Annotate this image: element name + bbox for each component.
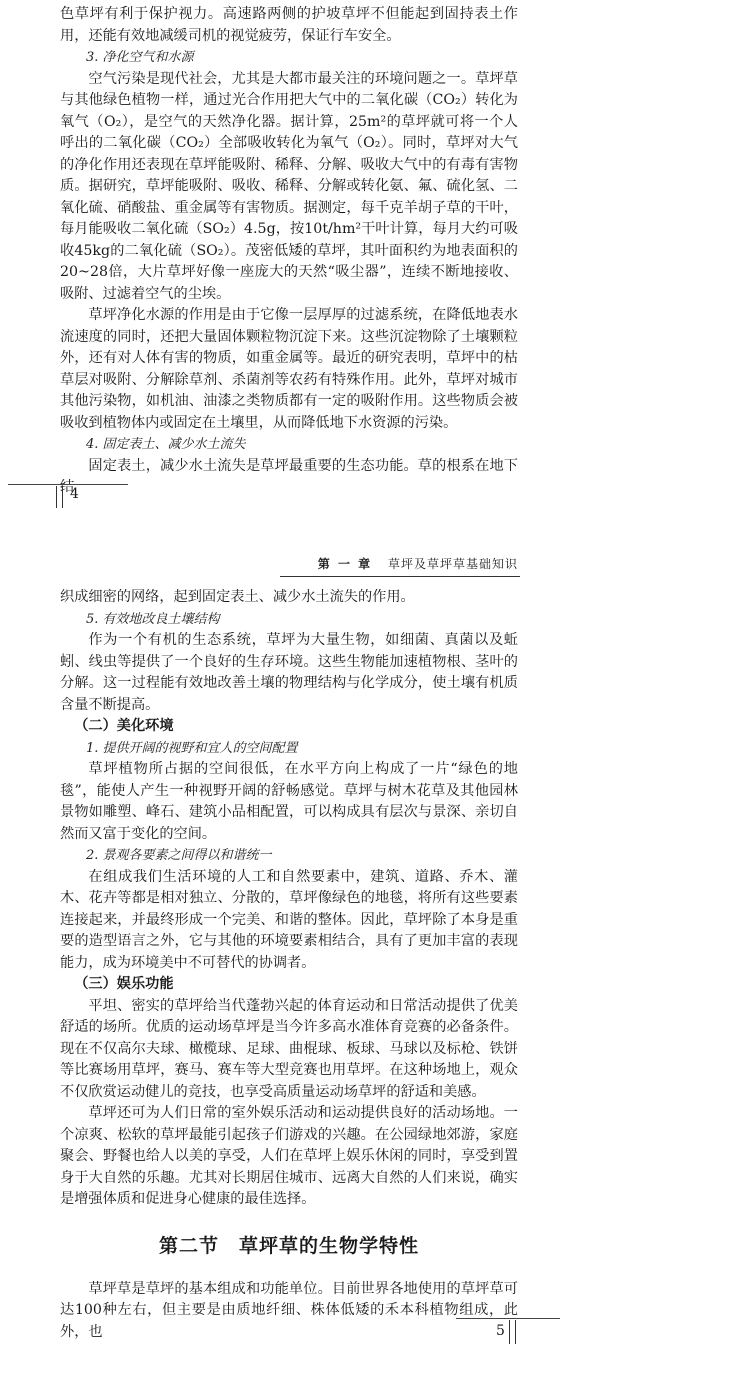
- paragraph: 草坪草是草坪的基本组成和功能单位。目前世界各地使用的草坪草可达100种左右，但主要是由质地纤细、株体低矮的禾本科植物组成，此外，也: [60, 1280, 518, 1340]
- subheading: 2. 景观各要素之间得以和谐统一: [86, 848, 272, 863]
- footer-rule: [456, 1318, 560, 1319]
- page-5: [0, 535, 750, 1380]
- footer-rule: [8, 484, 128, 485]
- page-5-body: [60, 587, 518, 1343]
- subheading: 3. 净化空气和水源: [86, 50, 194, 65]
- footer-bars: [509, 1320, 516, 1344]
- paragraph: 作为一个有机的生态系统，草坪为大量生物，如细菌、真菌以及蚯蚓、线虫等提供了一个良好的生存环境。这些生物能加速植物根、茎叶的分解。这一过程能有效地改善土壤的物理结构与化学成分，使土壤有机质含量不断提高。: [60, 632, 518, 713]
- paragraph: 在组成我们生活环境的人工和自然要素中，建筑、道路、乔木、灌木、花卉等都是相对独立、分散的，草坪像绿色的地毯，将所有这些要素连接起来，并最终形成一个完美、和谐的整体。因此，草坪除了本身是重要的造型语言之外，它与其他的环境要素相结合，具有了更加丰富的表现能力，成为环境美中不可替代的协调者。: [60, 868, 518, 971]
- paragraph: 织成细密的网络，起到固定表土、减少水土流失的作用。: [60, 589, 415, 605]
- page-footer: [456, 1318, 560, 1348]
- paragraph: 草坪还可为人们日常的室外娱乐活动和运动提供良好的活动场地。一个凉爽、松软的草坪最能引起孩子们游戏的兴趣。在公园绿地郊游，家庭聚会、野餐也给人以美的享受，人们在草坪上娱乐休闲的同时，享受到置身于大自然的乐趣。尤其对长期居住城市、远离大自然的人们来说，确实是增强体质和促进身心健康的最佳选择。: [60, 1105, 518, 1207]
- subheading: 1. 提供开阔的视野和宜人的空间配置: [86, 740, 298, 756]
- page-number: 4: [70, 486, 79, 502]
- page-4-body: [60, 4, 518, 499]
- paragraph: 色草坪有利于保护视力。高速路两侧的护坡草坪不但能起到固持表土作用，还能有效地减缓司机的视觉疲劳，保证行车安全。: [60, 6, 518, 44]
- section-heading: （二）美化环境: [74, 718, 174, 734]
- running-head: [318, 555, 518, 572]
- header-rule: [280, 576, 520, 577]
- paragraph: 固定表土，减少水土流失是草坪最重要的生态功能。草的根系在地下结: [60, 457, 518, 495]
- paragraph: 草坪植物所占据的空间很低，在水平方向上构成了一片“绿色的地毯”，能使人产生一种视野开阔的舒畅感觉。草坪与树木花草及其他园林景物如雕塑、峰石、建筑小品相配置，可以构成具有层次与景深、亲切自然而又富于变化的空间。: [60, 761, 518, 842]
- section-title: 第二节 草坪草的生物学特性: [158, 1234, 419, 1257]
- paragraph: 草坪净化水源的作用是由于它像一层厚厚的过滤系统，在降低地表水流速度的同时，还把大量固体颗粒物沉淀下来。这些沉淀物除了土壤颗粒外，还有对人体有害的物质，如重金属等。最近的研究表明，草坪中的枯草层对吸附、分解除草剂、杀菌剂等农药有特殊作用。此外，草坪对城市其他污染物，如机油、油漆之类物质都有一定的吸附作用。这些物质会被吸收到植物体内或固定在土壤里，从而降低地下水资源的污染。: [60, 307, 518, 431]
- chapter-title: 草坪及草坪草基础知识: [387, 557, 518, 571]
- page-4: [0, 0, 750, 520]
- section-heading: （三）娱乐功能: [74, 976, 174, 992]
- chapter-label: 第 一 章: [317, 557, 373, 571]
- subheading: 4. 固定表土、减少水土流失: [86, 437, 246, 452]
- paragraph: 平坦、密实的草坪给当代蓬勃兴起的体育运动和日常活动提供了优美舒适的场所。优质的运动场草坪是当今许多高水准体育竞赛的必备条件。现在不仅高尔夫球、橄榄球、足球、曲棍球、板球、马球以及标枪、铁饼等比赛场用草坪，赛马、赛车等大型竞赛也用草坪。在这种场地上，观众不仅欣赏运动健儿的竞技，也享受高质量运动场草坪的舒适和美感。: [60, 997, 518, 1100]
- paragraph: 空气污染是现代社会，尤其是大都市最关注的环境问题之一。草坪草与其他绿色植物一样，通过光合作用把大气中的二氧化碳（CO₂）转化为氧气（O₂），是空气的天然净化器。据计算，25m²的草坪就可将一个人呼出的二氧化碳（CO₂）全部吸收转化为氧气（O₂）。同时，草坪对大气的净化作用还表现在草坪能吸附、稀释、分解、吸收大气中的有毒有害物质。据研究，草坪能吸附、吸收、稀释、分解或转化氨、氟、硫化氢、二氧化硫、硝酸盐、重金属等有害物质。据测定，每千克羊胡子草的干叶，每月能吸收二氧化硫（SO₂）4.5g，按10t/hm²干叶计算，每月大约可吸收45kg的二氧化硫（SO₂）。茂密低矮的草坪，其叶面积约为地表面积的20~28倍，大片草坪好像一座庞大的天然“吸尘器”，连续不断地接收、吸附、过滤着空气的尘埃。: [60, 70, 518, 302]
- subheading: 5. 有效地改良土壤结构: [86, 611, 220, 627]
- footer-bars: [56, 486, 63, 508]
- page-footer: [8, 484, 128, 510]
- page-number: 5: [496, 1323, 505, 1339]
